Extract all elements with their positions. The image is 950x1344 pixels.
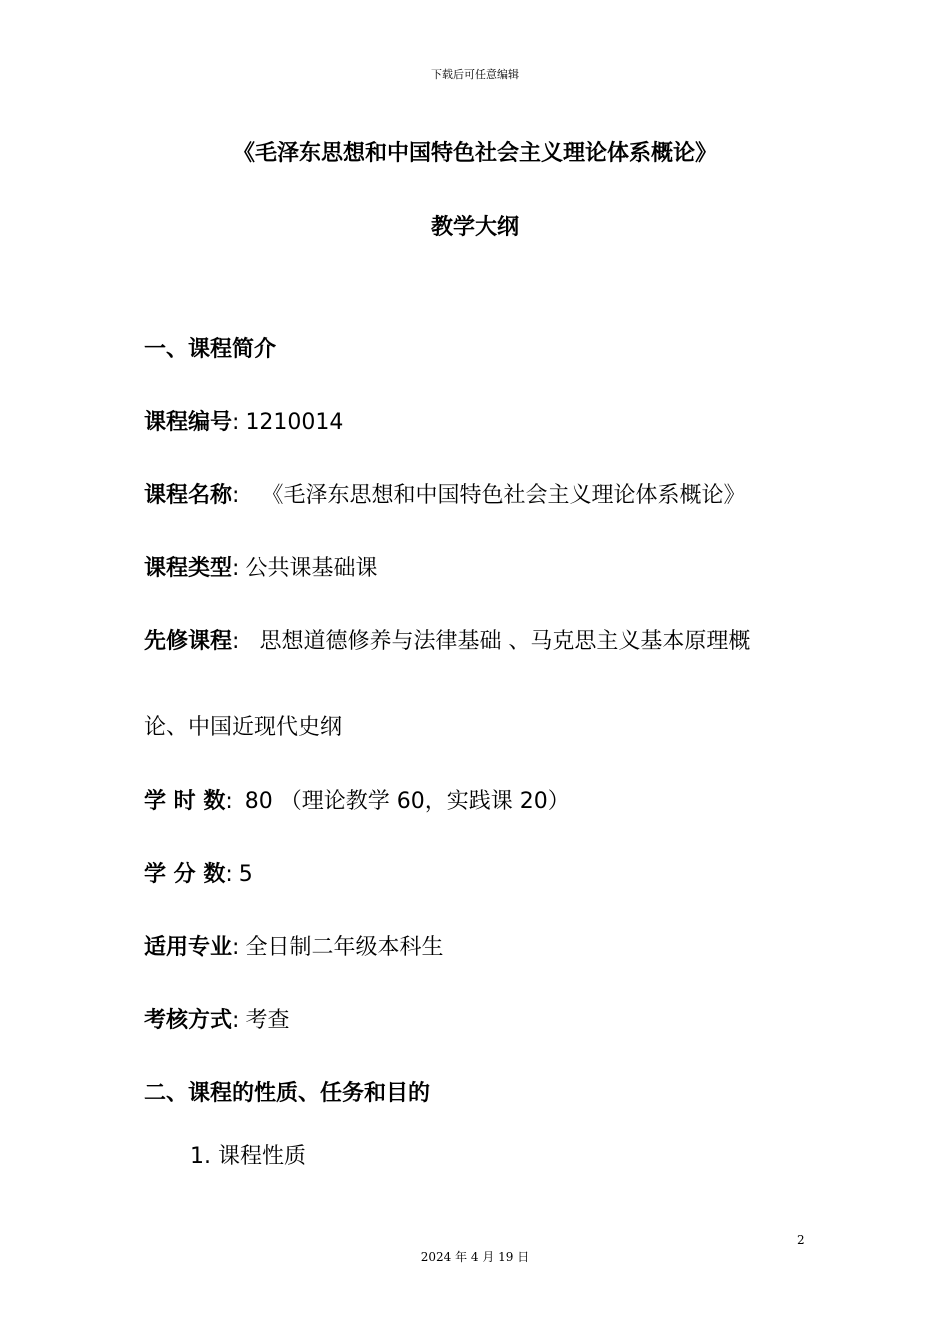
- field-separator: :: [225, 789, 233, 814]
- field-separator: :: [232, 629, 240, 654]
- subsection-heading: 1. 课程性质: [190, 1144, 306, 1169]
- document-title: 《毛泽东思想和中国特色社会主义理论体系概论》: [232, 141, 717, 166]
- section-heading-nature: 二、课程的性质、任务和目的: [144, 1081, 431, 1106]
- field-value: 80 （理论教学 60，实践课 20）: [244, 789, 570, 814]
- field-separator: :: [232, 410, 240, 435]
- page-number: 2: [797, 1233, 805, 1247]
- field-label: 课程编号: [144, 410, 233, 435]
- section-heading-intro: 一、课程简介: [144, 337, 277, 362]
- field-label: 先修课程: [144, 629, 233, 654]
- field-label: 适用专业: [144, 935, 233, 960]
- field-separator: :: [225, 862, 233, 887]
- field-label: 课程名称: [144, 483, 233, 508]
- field-value: 1210014: [245, 410, 344, 435]
- field-prerequisite: [144, 624, 750, 655]
- field-value: 《毛泽东思想和中国特色社会主义理论体系概论》: [261, 483, 746, 508]
- field-separator: :: [232, 556, 240, 581]
- field-value: 公共课基础课: [245, 556, 378, 581]
- field-credits: [144, 857, 253, 888]
- footer-date: 2024 年 4 月 19 日: [420, 1250, 530, 1264]
- field-course-type: [144, 551, 377, 582]
- field-separator: :: [232, 1008, 240, 1033]
- field-separator: :: [232, 935, 240, 960]
- document-subtitle: 教学大纲: [430, 215, 519, 240]
- field-value: 全日制二年级本科生: [245, 935, 444, 960]
- field-label: 学 分 数: [144, 862, 226, 887]
- field-label: 课程类型: [144, 556, 233, 581]
- field-major: [144, 930, 443, 961]
- field-course-code: [144, 405, 343, 436]
- field-assessment: [144, 1003, 289, 1034]
- header-note: 下载后可任意编辑: [431, 68, 519, 81]
- field-value: 思想道德修养与法律基础 、马克思主义基本原理概: [259, 629, 751, 654]
- field-course-name: [144, 478, 745, 509]
- field-prerequisite-continuation: 论、中国近现代史纲: [144, 715, 343, 740]
- field-value: 考查: [245, 1008, 290, 1033]
- field-separator: :: [232, 483, 240, 508]
- field-label: 学 时 数: [144, 789, 226, 814]
- field-label: 考核方式: [144, 1008, 233, 1033]
- field-value: 5: [238, 862, 253, 887]
- field-hours: [144, 784, 570, 815]
